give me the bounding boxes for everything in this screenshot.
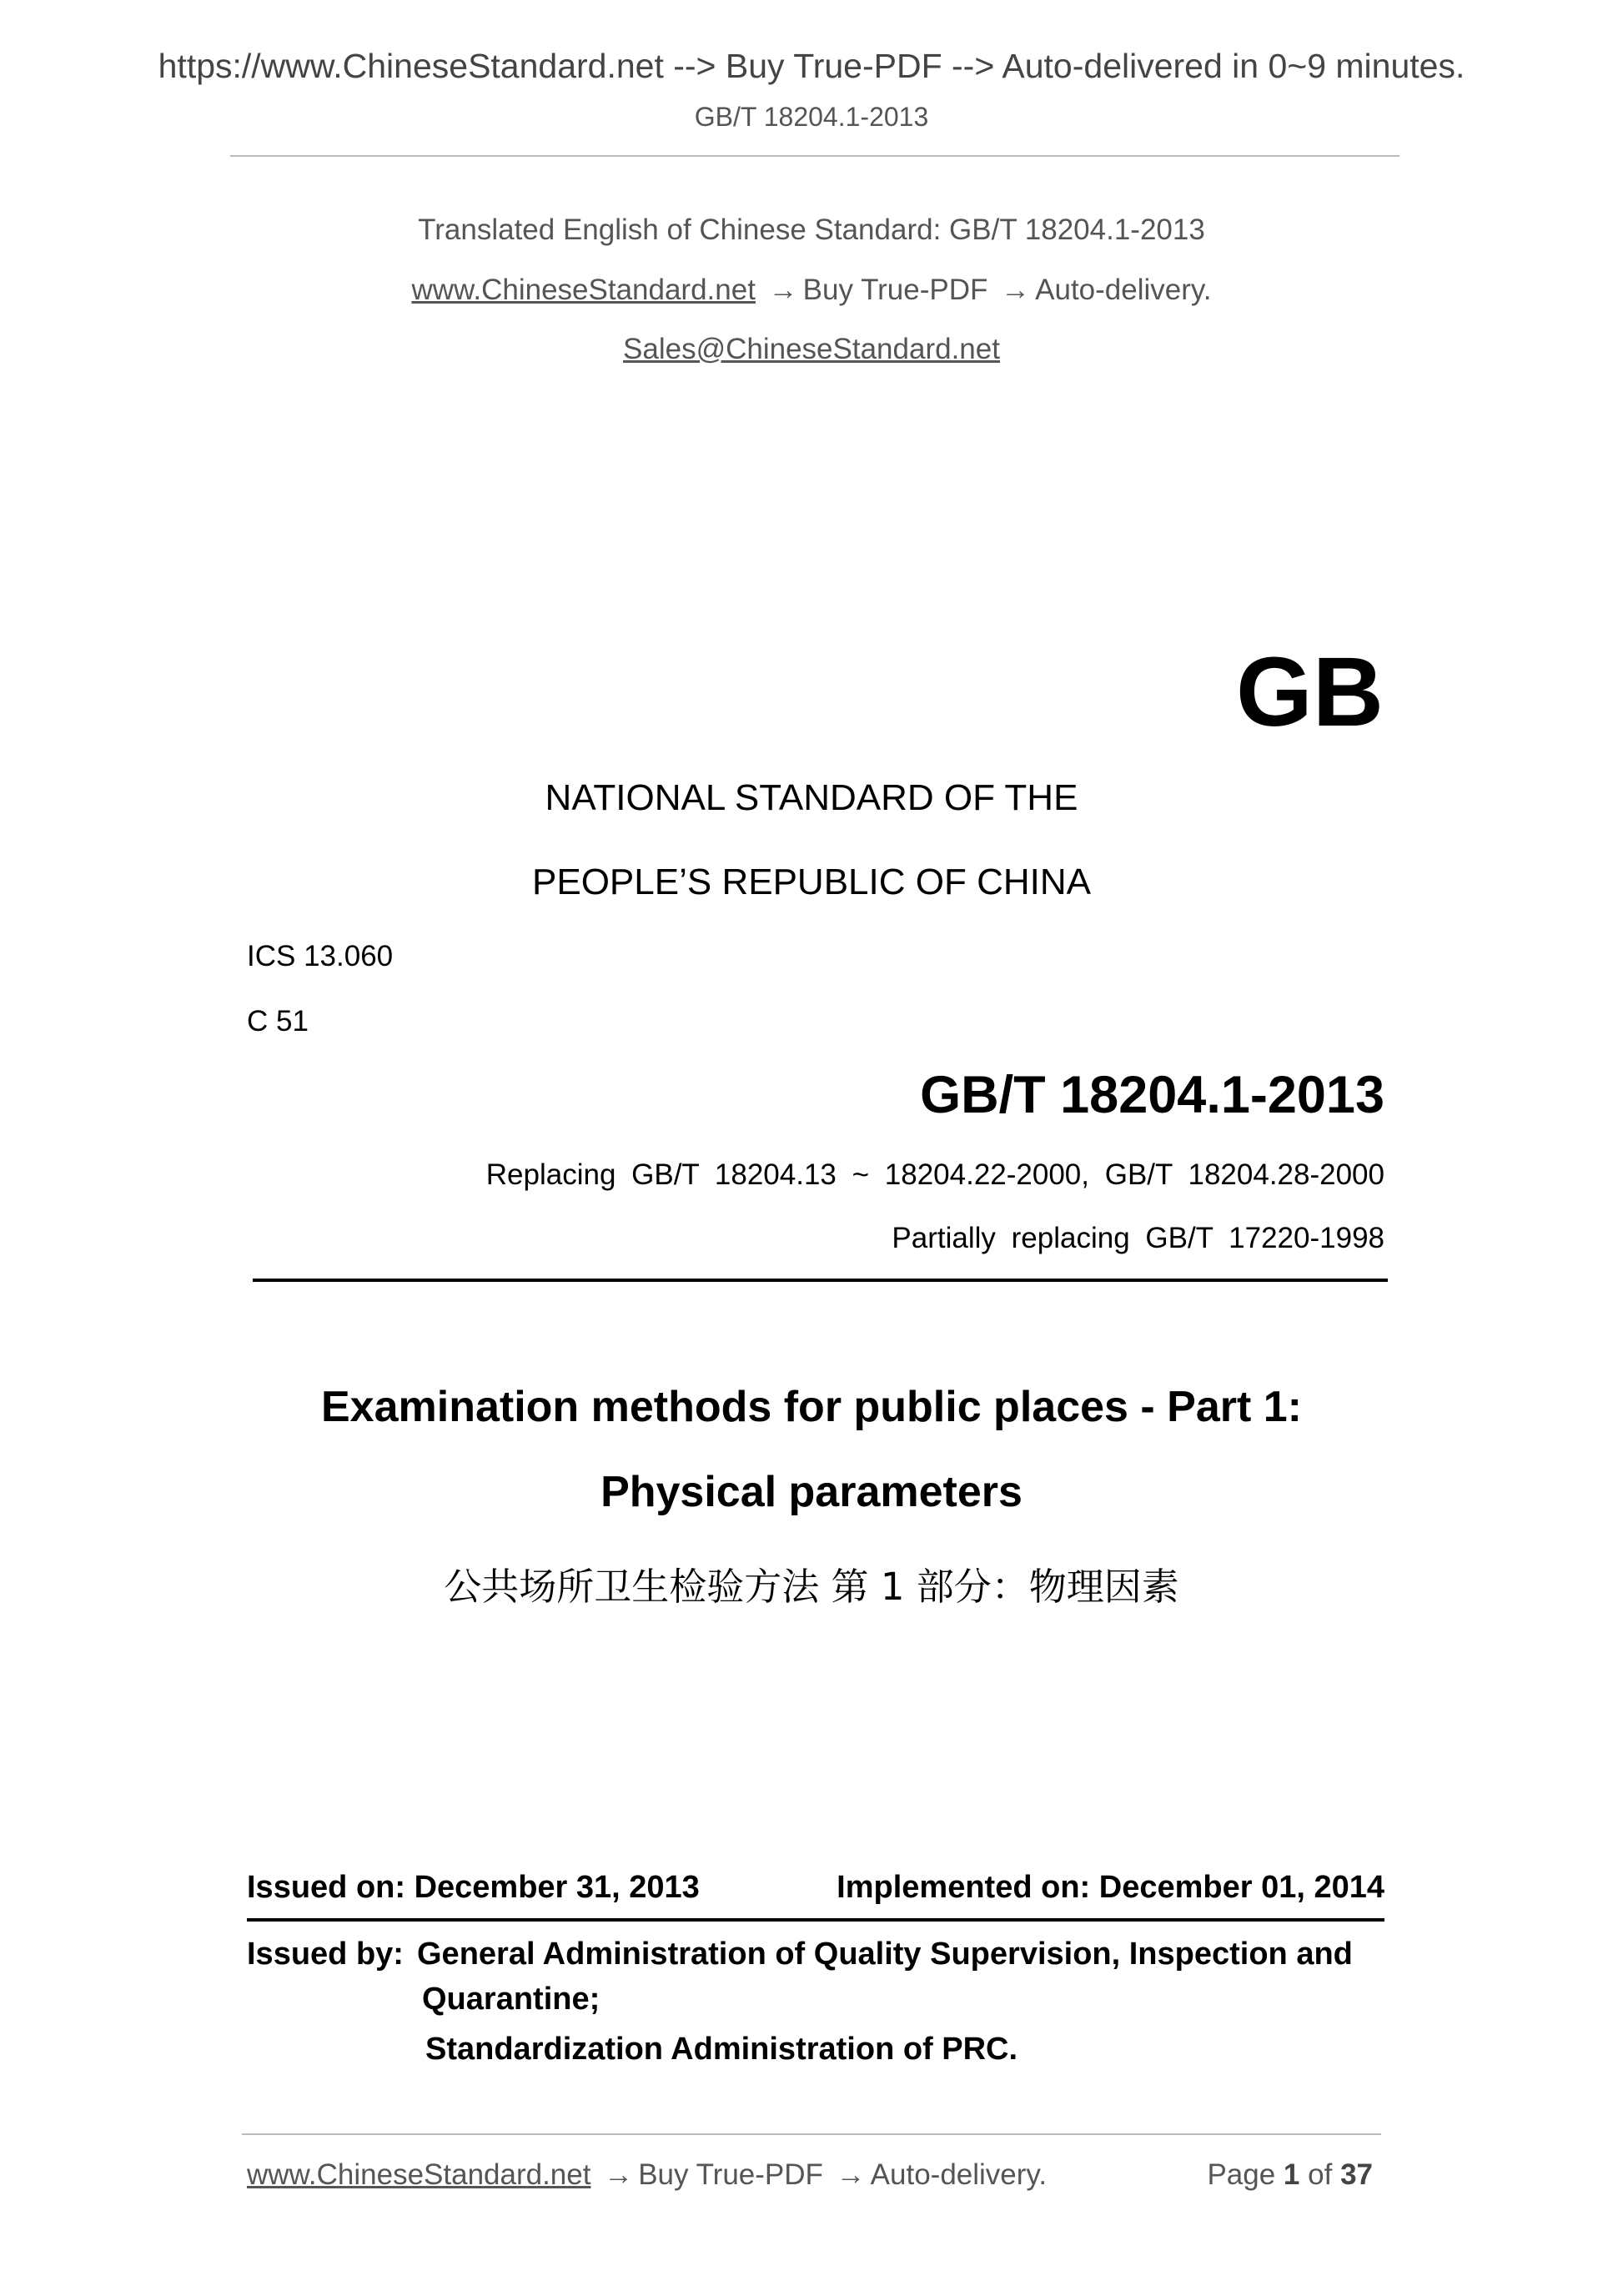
page-of: of	[1308, 2158, 1333, 2191]
translation-notice: Translated English of Chinese Standard: GB/T 18204.1-2013	[418, 214, 1205, 246]
page-indicator	[1207, 2158, 1373, 2192]
issued-on-date: Issued on: December 31, 2013	[247, 1870, 700, 1905]
header-divider	[230, 155, 1399, 157]
arrow-right-icon: →	[1001, 274, 1031, 306]
footer-divider	[242, 2133, 1381, 2135]
translation-links	[0, 274, 1623, 307]
page-total: 37	[1340, 2158, 1373, 2191]
national-standard-line-2: PEOPLE’S REPUBLIC OF CHINA	[532, 862, 1091, 902]
national-standard-line-1: NATIONAL STANDARD OF THE	[545, 777, 1078, 818]
issued-by-line-2: Quarantine;	[422, 1982, 600, 2017]
issued-by-line-3: Standardization Administration of PRC.	[425, 2032, 1018, 2067]
website-link[interactable]: www.ChineseStandard.net	[411, 274, 756, 306]
page-current: 1	[1283, 2158, 1300, 2191]
ics-code: ICS 13.060	[247, 940, 394, 972]
issued-by-line-1: General Administration of Quality Supervision, Inspection and	[417, 1937, 1353, 1972]
page-label: Page	[1207, 2158, 1276, 2191]
implemented-on-date: Implemented on: December 01, 2014	[837, 1870, 1384, 1905]
auto-delivery-text: Auto-delivery.	[1035, 274, 1212, 306]
standard-number: GB/T 18204.1-2013	[920, 1066, 1384, 1124]
replacing-note: Replacing GB/T 18204.13 ~ 18204.22-2000, GB/T 18204.28-2000	[485, 1158, 1384, 1191]
top-banner: https://www.ChineseStandard.net --> Buy True-PDF --> Auto-delivered in 0~9 minutes.	[158, 47, 1465, 85]
issued-by-label: Issued by:	[247, 1937, 404, 1972]
title-zh: 公共场所卫生检验方法 第 1 部分：物理因素	[444, 1565, 1179, 1609]
partially-replacing-note: Partially replacing GB/T 17220-1998	[892, 1222, 1384, 1254]
arrow-right-icon: →	[768, 274, 798, 306]
arrow-right-icon: →	[604, 2158, 634, 2191]
arrow-right-icon: →	[836, 2158, 866, 2191]
footer-website-link[interactable]: www.ChineseStandard.net	[247, 2158, 591, 2191]
footer-buy-text: Buy True-PDF	[638, 2158, 823, 2191]
title-en-line-2: Physical parameters	[600, 1468, 1023, 1516]
email-line	[0, 333, 1623, 366]
title-en-line-1: Examination methods for public places - Part 1:	[320, 1383, 1303, 1431]
gb-logo: GB	[1236, 637, 1384, 747]
buy-pdf-text: Buy True-PDF	[802, 274, 988, 306]
footer-links	[247, 2158, 1047, 2192]
issue-divider	[247, 1918, 1384, 1922]
main-divider	[253, 1279, 1388, 1282]
header-doc-number: GB/T 18204.1-2013	[694, 102, 929, 132]
email-link[interactable]: Sales@ChineseStandard.net	[623, 333, 1000, 365]
footer-delivery-text: Auto-delivery.	[870, 2158, 1048, 2191]
ccs-code: C 51	[247, 1005, 309, 1037]
